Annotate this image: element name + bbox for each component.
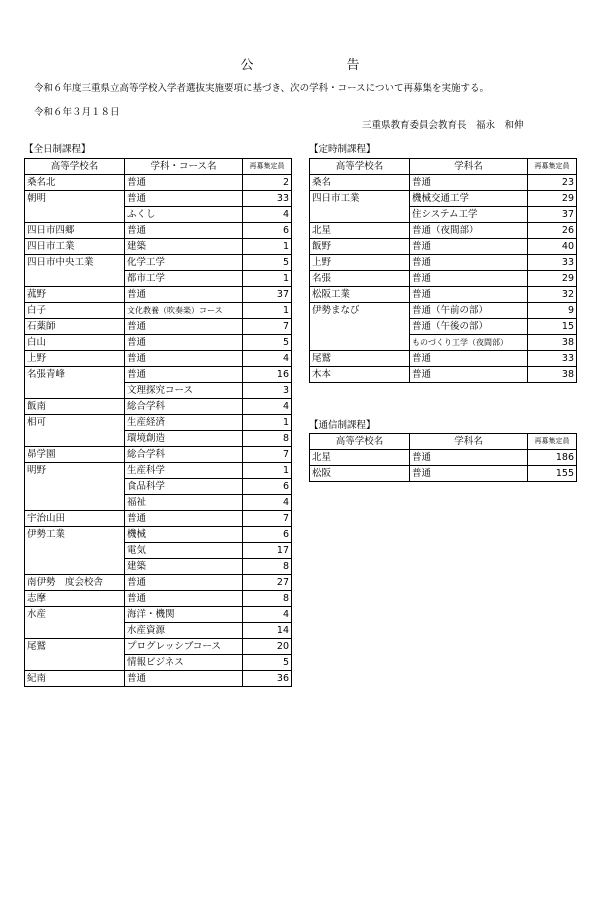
capacity-cell: 4 bbox=[243, 495, 292, 511]
capacity-cell: 33 bbox=[528, 255, 577, 271]
teiji-heading: 【定時制課程】 bbox=[309, 144, 376, 155]
capacity-cell: 7 bbox=[243, 319, 292, 335]
course-cell: 文理探究コース bbox=[125, 383, 243, 399]
zennichi-table bbox=[24, 158, 292, 687]
school-cell bbox=[310, 319, 410, 335]
course-cell: 福祉 bbox=[125, 495, 243, 511]
school-cell bbox=[310, 207, 410, 223]
course-cell: ものづくり工学（夜間部） bbox=[410, 335, 528, 351]
course-cell: 電気 bbox=[125, 543, 243, 559]
capacity-cell: 4 bbox=[243, 207, 292, 223]
capacity-cell: 5 bbox=[243, 255, 292, 271]
course-cell: 生産経済 bbox=[125, 415, 243, 431]
course-cell: 普通 bbox=[125, 287, 243, 303]
school-cell: 宇治山田 bbox=[25, 511, 125, 527]
course-cell: 普通 bbox=[410, 450, 528, 466]
school-cell bbox=[25, 207, 125, 223]
course-cell: 住システム工学 bbox=[410, 207, 528, 223]
school-cell: 上野 bbox=[310, 255, 410, 271]
table-row bbox=[25, 655, 292, 671]
table-row bbox=[25, 223, 292, 239]
course-cell: 普通 bbox=[125, 335, 243, 351]
table-row bbox=[25, 543, 292, 559]
capacity-cell: 8 bbox=[243, 431, 292, 447]
school-cell bbox=[25, 431, 125, 447]
course-cell: 普通（午後の部） bbox=[410, 319, 528, 335]
table-row bbox=[25, 495, 292, 511]
course-cell: 普通 bbox=[125, 575, 243, 591]
school-cell bbox=[310, 335, 410, 351]
school-cell bbox=[25, 559, 125, 575]
school-cell bbox=[25, 623, 125, 639]
capacity-cell: 14 bbox=[243, 623, 292, 639]
table-row bbox=[310, 351, 577, 367]
course-cell: 普通 bbox=[125, 223, 243, 239]
header-school: 高等学校名 bbox=[310, 159, 410, 175]
course-cell: 情報ビジネス bbox=[125, 655, 243, 671]
school-cell: 昴学園 bbox=[25, 447, 125, 463]
zennichi-heading: 【全日制課程】 bbox=[24, 144, 91, 155]
page-title: 公 告 bbox=[240, 58, 400, 73]
signer: 三重県教育委員会教育長 福永 和伸 bbox=[362, 120, 524, 131]
capacity-cell: 1 bbox=[243, 303, 292, 319]
capacity-cell: 5 bbox=[243, 335, 292, 351]
intro-text: 令和６年度三重県立高等学校入学者選抜実施要項に基づき、次の学科・コースについて再募集を実施する。 bbox=[34, 83, 489, 94]
course-cell: 建築 bbox=[125, 559, 243, 575]
course-cell: 普通（午前の部） bbox=[410, 303, 528, 319]
course-cell: 普通 bbox=[125, 671, 243, 687]
school-cell: 飯南 bbox=[25, 399, 125, 415]
table-row bbox=[25, 239, 292, 255]
header-school: 高等学校名 bbox=[25, 159, 125, 175]
table-row bbox=[310, 271, 577, 287]
school-cell: 尾鷲 bbox=[310, 351, 410, 367]
capacity-cell: 6 bbox=[243, 527, 292, 543]
course-cell: 普通 bbox=[410, 175, 528, 191]
school-cell: 相可 bbox=[25, 415, 125, 431]
capacity-cell: 5 bbox=[243, 655, 292, 671]
capacity-cell: 155 bbox=[528, 466, 577, 482]
table-row bbox=[25, 591, 292, 607]
course-cell: 普通 bbox=[410, 351, 528, 367]
school-cell: 伊勢工業 bbox=[25, 527, 125, 543]
table-row bbox=[25, 255, 292, 271]
school-cell: 志摩 bbox=[25, 591, 125, 607]
table-row bbox=[25, 191, 292, 207]
course-cell: 機械 bbox=[125, 527, 243, 543]
capacity-cell: 15 bbox=[528, 319, 577, 335]
table-row bbox=[310, 223, 577, 239]
table-row bbox=[25, 207, 292, 223]
school-cell: 上野 bbox=[25, 351, 125, 367]
capacity-cell: 38 bbox=[528, 367, 577, 383]
school-cell: 南伊勢 度会校舎 bbox=[25, 575, 125, 591]
table-row bbox=[25, 527, 292, 543]
table-row bbox=[310, 287, 577, 303]
school-cell: 四日市四郷 bbox=[25, 223, 125, 239]
table-row bbox=[25, 383, 292, 399]
course-cell: ふくし bbox=[125, 207, 243, 223]
capacity-cell: 4 bbox=[243, 351, 292, 367]
table-row bbox=[310, 367, 577, 383]
school-cell bbox=[25, 383, 125, 399]
course-cell: 普通 bbox=[410, 255, 528, 271]
course-cell: 建築 bbox=[125, 239, 243, 255]
capacity-cell: 4 bbox=[243, 399, 292, 415]
school-cell: 四日市中央工業 bbox=[25, 255, 125, 271]
table-row bbox=[25, 463, 292, 479]
capacity-cell: 1 bbox=[243, 271, 292, 287]
notice-date: 令和６年３月１８日 bbox=[34, 107, 120, 118]
table-row bbox=[310, 175, 577, 191]
course-cell: 普通 bbox=[410, 466, 528, 482]
course-cell: 普通（夜間部） bbox=[410, 223, 528, 239]
school-cell bbox=[25, 495, 125, 511]
school-cell: 石薬師 bbox=[25, 319, 125, 335]
capacity-cell: 20 bbox=[243, 639, 292, 655]
school-cell bbox=[25, 543, 125, 559]
course-cell: 普通 bbox=[125, 191, 243, 207]
table-row bbox=[310, 207, 577, 223]
course-cell: 普通 bbox=[410, 271, 528, 287]
table-row bbox=[25, 399, 292, 415]
capacity-cell: 3 bbox=[243, 383, 292, 399]
header-course: 学科名 bbox=[410, 159, 528, 175]
table-row bbox=[25, 415, 292, 431]
school-cell: 飯野 bbox=[310, 239, 410, 255]
table-row bbox=[310, 303, 577, 319]
capacity-cell: 26 bbox=[528, 223, 577, 239]
school-cell: 尾鷲 bbox=[25, 639, 125, 655]
table-row bbox=[25, 511, 292, 527]
header-capacity: 再募集定員 bbox=[528, 434, 577, 450]
capacity-cell: 38 bbox=[528, 335, 577, 351]
tsushin-heading: 【通信制課程】 bbox=[309, 420, 376, 431]
capacity-cell: 8 bbox=[243, 559, 292, 575]
capacity-cell: 27 bbox=[243, 575, 292, 591]
course-cell: 普通 bbox=[125, 367, 243, 383]
capacity-cell: 40 bbox=[528, 239, 577, 255]
capacity-cell: 7 bbox=[243, 511, 292, 527]
table-row bbox=[25, 335, 292, 351]
school-cell bbox=[25, 655, 125, 671]
table-row bbox=[25, 175, 292, 191]
course-cell: 文化教養（吹奏楽）コース bbox=[125, 303, 243, 319]
capacity-cell: 33 bbox=[243, 191, 292, 207]
school-cell: 伊勢まなび bbox=[310, 303, 410, 319]
table-row bbox=[25, 431, 292, 447]
course-cell: 普通 bbox=[410, 239, 528, 255]
course-cell: 機械交通工学 bbox=[410, 191, 528, 207]
table-row bbox=[310, 239, 577, 255]
capacity-cell: 8 bbox=[243, 591, 292, 607]
course-cell: 都市工学 bbox=[125, 271, 243, 287]
header-course: 学科・コース名 bbox=[125, 159, 243, 175]
capacity-cell: 37 bbox=[243, 287, 292, 303]
capacity-cell: 6 bbox=[243, 223, 292, 239]
school-cell: 名張 bbox=[310, 271, 410, 287]
school-cell: 白子 bbox=[25, 303, 125, 319]
table-row bbox=[310, 335, 577, 351]
course-cell: 普通 bbox=[125, 591, 243, 607]
school-cell: 水産 bbox=[25, 607, 125, 623]
course-cell: 総合学科 bbox=[125, 447, 243, 463]
school-cell: 菰野 bbox=[25, 287, 125, 303]
course-cell: 化学工学 bbox=[125, 255, 243, 271]
table-row bbox=[310, 191, 577, 207]
school-cell: 松阪工業 bbox=[310, 287, 410, 303]
capacity-cell: 33 bbox=[528, 351, 577, 367]
course-cell: 水産資源 bbox=[125, 623, 243, 639]
school-cell: 北星 bbox=[310, 450, 410, 466]
table-row bbox=[310, 450, 577, 466]
tsushin-table bbox=[309, 433, 577, 482]
header-capacity: 再募集定員 bbox=[243, 159, 292, 175]
table-row bbox=[25, 287, 292, 303]
course-cell: プログレッシブコース bbox=[125, 639, 243, 655]
course-cell: 普通 bbox=[410, 287, 528, 303]
school-cell: 桑名 bbox=[310, 175, 410, 191]
capacity-cell: 32 bbox=[528, 287, 577, 303]
school-cell bbox=[25, 271, 125, 287]
table-row bbox=[25, 607, 292, 623]
school-cell: 北星 bbox=[310, 223, 410, 239]
capacity-cell: 186 bbox=[528, 450, 577, 466]
course-cell: 環境創造 bbox=[125, 431, 243, 447]
table-row bbox=[25, 271, 292, 287]
table-row bbox=[25, 639, 292, 655]
capacity-cell: 2 bbox=[243, 175, 292, 191]
capacity-cell: 9 bbox=[528, 303, 577, 319]
teiji-table bbox=[309, 158, 577, 383]
course-cell: 総合学科 bbox=[125, 399, 243, 415]
course-cell: 食品科学 bbox=[125, 479, 243, 495]
capacity-cell: 1 bbox=[243, 463, 292, 479]
capacity-cell: 29 bbox=[528, 191, 577, 207]
capacity-cell: 37 bbox=[528, 207, 577, 223]
header-school: 高等学校名 bbox=[310, 434, 410, 450]
school-cell: 桑名北 bbox=[25, 175, 125, 191]
table-row bbox=[25, 575, 292, 591]
header-course: 学科名 bbox=[410, 434, 528, 450]
table-row bbox=[25, 671, 292, 687]
course-cell: 普通 bbox=[125, 319, 243, 335]
course-cell: 海洋・機関 bbox=[125, 607, 243, 623]
course-cell: 普通 bbox=[410, 367, 528, 383]
school-cell: 朝明 bbox=[25, 191, 125, 207]
table-row bbox=[310, 319, 577, 335]
school-cell: 松阪 bbox=[310, 466, 410, 482]
table-row bbox=[25, 479, 292, 495]
table-row bbox=[25, 351, 292, 367]
school-cell: 名張青峰 bbox=[25, 367, 125, 383]
course-cell: 普通 bbox=[125, 175, 243, 191]
capacity-cell: 23 bbox=[528, 175, 577, 191]
course-cell: 普通 bbox=[125, 511, 243, 527]
table-row bbox=[25, 303, 292, 319]
capacity-cell: 29 bbox=[528, 271, 577, 287]
course-cell: 生産科学 bbox=[125, 463, 243, 479]
table-row bbox=[25, 623, 292, 639]
table-row bbox=[310, 255, 577, 271]
capacity-cell: 1 bbox=[243, 239, 292, 255]
school-cell: 白山 bbox=[25, 335, 125, 351]
table-row bbox=[25, 559, 292, 575]
header-capacity: 再募集定員 bbox=[528, 159, 577, 175]
course-cell: 普通 bbox=[125, 351, 243, 367]
school-cell: 明野 bbox=[25, 463, 125, 479]
school-cell: 四日市工業 bbox=[310, 191, 410, 207]
school-cell: 四日市工業 bbox=[25, 239, 125, 255]
capacity-cell: 16 bbox=[243, 367, 292, 383]
table-row bbox=[25, 367, 292, 383]
school-cell bbox=[25, 479, 125, 495]
capacity-cell: 1 bbox=[243, 415, 292, 431]
school-cell: 紀南 bbox=[25, 671, 125, 687]
table-row bbox=[25, 447, 292, 463]
capacity-cell: 6 bbox=[243, 479, 292, 495]
capacity-cell: 4 bbox=[243, 607, 292, 623]
capacity-cell: 7 bbox=[243, 447, 292, 463]
capacity-cell: 17 bbox=[243, 543, 292, 559]
school-cell: 木本 bbox=[310, 367, 410, 383]
capacity-cell: 36 bbox=[243, 671, 292, 687]
table-row bbox=[25, 319, 292, 335]
table-row bbox=[310, 466, 577, 482]
